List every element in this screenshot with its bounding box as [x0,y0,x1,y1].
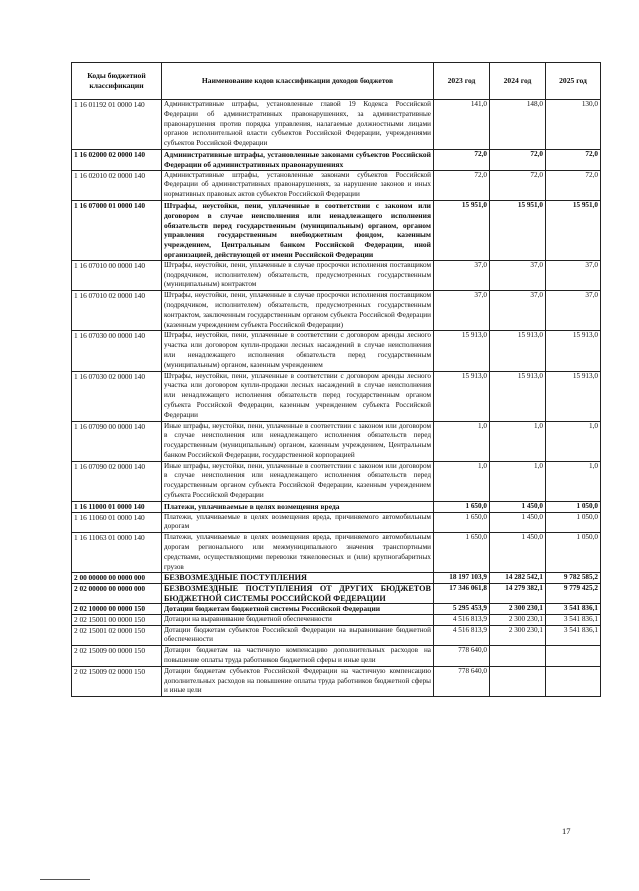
budget-revenue-table [71,62,601,697]
header-2025: 2025 год [546,63,601,100]
row-value-2023: 1,0 [434,421,490,461]
table-row [72,666,601,696]
row-value-2024: 37,0 [490,291,546,331]
row-name: Штрафы, неустойки, пени, уплаченные в соответствии с договором аренды лесного участка или договором купли-продажи лесных насаждений в случае неисполнения или ненадлежащего исполнения обязательств перед государственным органом субъекта Российской Федерации, казенным учреждением субъекта Российской Федерации [162,371,434,421]
row-value-2024: 14 282 542,1 [490,573,546,584]
row-value-2025: 1 050,0 [546,501,601,512]
row-name: Иные штрафы, неустойки, пени, уплаченные в соответствии с законом или договором в случае неисполнения или ненадлежащего исполнения обязательств перед государственным (муниципальным) органом, казенным учреждением, Центральным банком Российской Федерации, государственной корпорацией [162,421,434,461]
row-name: Платежи, уплачиваемые в целях возмещения вреда, причиняемого автомобильным дорогам регионального или межмуниципального значения транспортными средствами, осуществляющими перевозки тяжеловесных и (или) крупногабаритных грузов [162,533,434,573]
row-code: 2 02 10000 00 0000 150 [72,604,162,615]
row-value-2023: 15 913,0 [434,371,490,421]
row-code: 2 02 00000 00 0000 000 [72,584,162,604]
table-row [72,371,601,421]
footer-divider [40,879,90,880]
header-2023: 2023 год [434,63,490,100]
row-value-2023: 72,0 [434,170,490,200]
row-value-2023: 1,0 [434,461,490,501]
row-value-2023: 15 951,0 [434,200,490,260]
table-row [72,614,601,625]
page-number: 17 [562,826,571,836]
table-row [72,421,601,461]
table-row [72,331,601,371]
row-name: Штрафы, неустойки, пени, уплаченные в случае просрочки исполнения поставщиком (подрядчиком, исполнителем) обязательств, предусмотренных государственным контрактом, заключенным государственным органом субъекта Российской Федерации (казенным учреждением субъекта Российской Федерации) [162,291,434,331]
row-code: 1 16 11063 01 0000 140 [72,533,162,573]
row-value-2024 [490,646,546,667]
row-value-2023: 1 650,0 [434,533,490,573]
row-value-2023: 1 650,0 [434,512,490,533]
row-value-2025: 15 951,0 [546,200,601,260]
header-2024: 2024 год [490,63,546,100]
row-value-2023: 18 197 103,9 [434,573,490,584]
row-value-2025: 130,0 [546,100,601,150]
row-name: Штрафы, неустойки, пени, уплаченные в соответствии с договором аренды лесного участка или договором купли-продажи лесных насаждений в случае неисполнения или ненадлежащего исполнения обязательств перед государственным (муниципальным) органом, казенным учреждением [162,331,434,371]
row-value-2025 [546,666,601,696]
table-row [72,461,601,501]
row-code: 1 16 07010 02 0000 140 [72,291,162,331]
row-name: Иные штрафы, неустойки, пени, уплаченные в соответствии с законом или договором в случае неисполнения или ненадлежащего исполнения обязательств перед государственным органом субъекта Российской Федерации, казенным учреждением субъекта Российской Федерации [162,461,434,501]
row-value-2025: 3 541 836,1 [546,625,601,646]
row-value-2023: 5 295 453,9 [434,604,490,615]
row-name: Дотации бюджетам субъектов Российской Федерации на выравнивание бюджетной обеспеченности [162,625,434,646]
row-value-2025: 72,0 [546,149,601,170]
row-code: 1 16 07090 02 0000 140 [72,461,162,501]
row-code: 2 02 15001 02 0000 150 [72,625,162,646]
row-value-2024: 37,0 [490,260,546,290]
table-row [72,100,601,150]
table-row [72,625,601,646]
row-value-2024: 2 300 230,1 [490,614,546,625]
row-value-2024: 2 300 230,1 [490,625,546,646]
row-value-2025: 1,0 [546,421,601,461]
row-code: 1 16 07000 01 0000 140 [72,200,162,260]
row-code: 1 16 07010 00 0000 140 [72,260,162,290]
row-value-2024: 72,0 [490,149,546,170]
table-row [72,533,601,573]
row-code: 2 02 15001 00 0000 150 [72,614,162,625]
row-value-2025: 15 913,0 [546,371,601,421]
row-name: Платежи, уплачиваемые в целях возмещения вреда [162,501,434,512]
table-row [72,291,601,331]
row-code: 1 16 07030 00 0000 140 [72,331,162,371]
row-code: 1 16 01192 01 0000 140 [72,100,162,150]
row-value-2024: 1,0 [490,461,546,501]
header-code: Коды бюджетной классификации [72,63,162,100]
table-row [72,573,601,584]
row-value-2024: 2 300 230,1 [490,604,546,615]
row-value-2024: 1 450,0 [490,533,546,573]
row-value-2024: 1,0 [490,421,546,461]
row-code: 1 16 11000 01 0000 140 [72,501,162,512]
row-value-2023: 37,0 [434,291,490,331]
table-row [72,646,601,667]
row-name: Штрафы, неустойки, пени, уплаченные в случае просрочки исполнения поставщиком (подрядчиком, исполнителем) обязательств, предусмотренных государственным (муниципальным) контрактом [162,260,434,290]
header-name: Наименование кодов классификации доходов бюджетов [162,63,434,100]
table-row [72,149,601,170]
row-name: Административные штрафы, установленные главой 19 Кодекса Российской Федерации об административных правонарушениях, за административные правонарушения против порядка управления, налагаемые должностными лицами органов исполнительной власти субъектов Российской Федерации, учреждениями субъектов Российской Федерации [162,100,434,150]
row-value-2023: 1 650,0 [434,501,490,512]
row-code: 2 02 15009 02 0000 150 [72,666,162,696]
row-value-2025 [546,646,601,667]
row-value-2024: 15 913,0 [490,371,546,421]
row-value-2023: 4 516 813,9 [434,625,490,646]
row-value-2025: 15 913,0 [546,331,601,371]
table-row [72,170,601,200]
row-value-2025: 1,0 [546,461,601,501]
row-value-2025: 72,0 [546,170,601,200]
row-value-2023: 778 640,0 [434,646,490,667]
row-name: Административные штрафы, установленные законами субъектов Российской Федерации об административных правонарушениях [162,149,434,170]
row-name: Дотации бюджетам субъектов Российской Федерации на частичную компенсацию дополнительных расходов на повышение оплаты труда работников бюджетной сферы и иные цели [162,666,434,696]
row-value-2024: 1 450,0 [490,501,546,512]
row-value-2024: 15 913,0 [490,331,546,371]
row-value-2024: 15 951,0 [490,200,546,260]
row-value-2024 [490,666,546,696]
table-row [72,260,601,290]
table-row [72,501,601,512]
row-code: 2 00 00000 00 0000 000 [72,573,162,584]
row-value-2025: 3 541 836,1 [546,604,601,615]
row-name: Дотации бюджетам на частичную компенсацию дополнительных расходов на повышение оплаты труда работников бюджетной сферы и иные цели [162,646,434,667]
row-name: Дотации бюджетам бюджетной системы Российской Федерации [162,604,434,615]
row-value-2024: 72,0 [490,170,546,200]
row-code: 1 16 11060 01 0000 140 [72,512,162,533]
table-row [72,584,601,604]
row-value-2025: 1 050,0 [546,533,601,573]
row-value-2024: 148,0 [490,100,546,150]
row-value-2023: 72,0 [434,149,490,170]
row-value-2025: 37,0 [546,260,601,290]
row-name: Платежи, уплачиваемые в целях возмещения вреда, причиняемого автомобильным дорогам [162,512,434,533]
row-value-2023: 778 640,0 [434,666,490,696]
row-value-2024: 14 279 382,1 [490,584,546,604]
row-name: БЕЗВОЗМЕЗДНЫЕ ПОСТУПЛЕНИЯ [162,573,434,584]
row-value-2023: 15 913,0 [434,331,490,371]
row-code: 2 02 15009 00 0000 150 [72,646,162,667]
table-row [72,200,601,260]
row-value-2024: 1 450,0 [490,512,546,533]
row-value-2023: 17 346 061,8 [434,584,490,604]
row-code: 1 16 07090 00 0000 140 [72,421,162,461]
row-value-2025: 37,0 [546,291,601,331]
table-header-row [72,63,601,100]
row-name: БЕЗВОЗМЕЗДНЫЕ ПОСТУПЛЕНИЯ ОТ ДРУГИХ БЮДЖЕТОВ БЮДЖЕТНОЙ СИСТЕМЫ РОССИЙСКОЙ ФЕДЕРАЦИИ [162,584,434,604]
table-row [72,604,601,615]
table-row [72,512,601,533]
row-value-2025: 9 782 585,2 [546,573,601,584]
row-name: Штрафы, неустойки, пени, уплаченные в соответствии с законом или договором в случае неисполнения или ненадлежащего исполнения обязательств перед государственным (муниципальным) органом, органом управления государственным внебюджетным фондом, казенным учреждением, Центральным банком Российской Федерации, иной организацией, действующей от имени Российской Федерации [162,200,434,260]
row-code: 1 16 02000 02 0000 140 [72,149,162,170]
row-value-2023: 37,0 [434,260,490,290]
row-value-2023: 141,0 [434,100,490,150]
row-name: Дотации на выравнивание бюджетной обеспеченности [162,614,434,625]
row-code: 1 16 02010 02 0000 140 [72,170,162,200]
row-name: Административные штрафы, установленные законами субъектов Российской Федерации об административных правонарушениях, за нарушение законов и иных нормативных правовых актов субъектов Российской Федерации [162,170,434,200]
row-value-2025: 1 050,0 [546,512,601,533]
row-value-2023: 4 516 813,9 [434,614,490,625]
row-value-2025: 9 779 425,2 [546,584,601,604]
row-value-2025: 3 541 836,1 [546,614,601,625]
row-code: 1 16 07030 02 0000 140 [72,371,162,421]
